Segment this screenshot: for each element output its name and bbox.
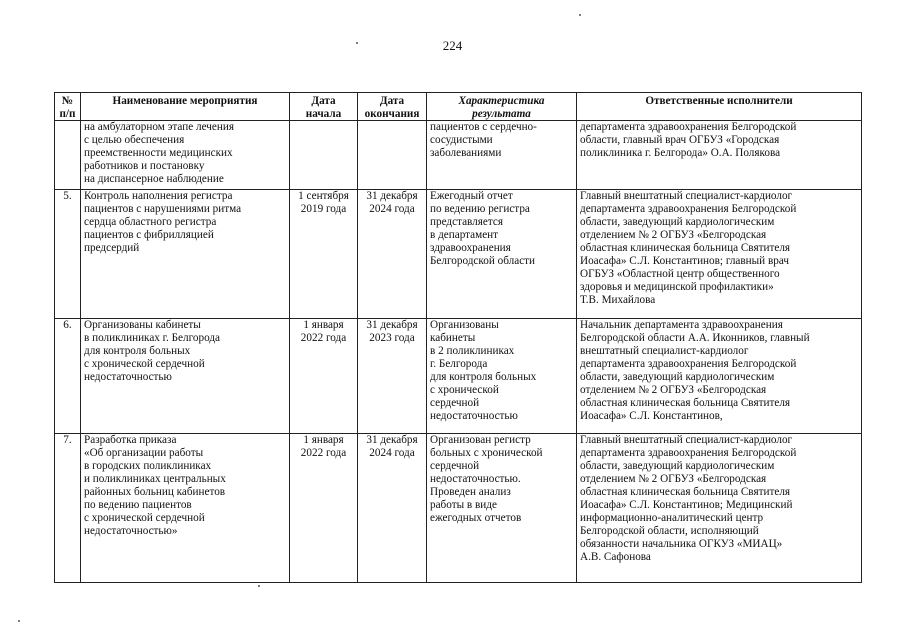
result-description: Ежегодный отчет по ведению регистра представляется в департамент здравоохранения Белгородской области bbox=[427, 190, 577, 319]
table-row bbox=[55, 190, 862, 319]
header-name: Наименование мероприятия bbox=[81, 93, 290, 121]
table-row bbox=[55, 319, 862, 434]
scan-speck bbox=[18, 620, 20, 622]
scan-speck bbox=[356, 42, 358, 44]
start-date bbox=[290, 121, 358, 190]
activity-name: Разработка приказа «Об организации работы в городских поликлиниках и поликлиниках центральных районных больниц кабинетов по ведению пациентов с хронической сердечной недостаточностью» bbox=[81, 434, 290, 583]
end-date: 31 декабря 2024 года bbox=[358, 190, 427, 319]
result-description: Организован регистр больных с хронической сердечной недостаточностью. Проведен анализ работы в виде ежегодных отчетов bbox=[427, 434, 577, 583]
header-end-date: Дата окончания bbox=[358, 93, 427, 121]
row-number bbox=[55, 121, 81, 190]
responsible-persons: Начальник департамента здравоохранения Белгородской области А.А. Иконников, главный внештатный специалист-кардиолог департамента здравоохранения Белгородской области, заведующий кардиологическим отделением № 2 ОГБУЗ «Белгородская областная клиническая больница Святителя Иоасафа» С.Л. Константинов, bbox=[577, 319, 862, 434]
table-header-row bbox=[55, 93, 862, 121]
row-number: 6. bbox=[55, 319, 81, 434]
start-date: 1 января 2022 года bbox=[290, 319, 358, 434]
header-num: № п/п bbox=[55, 93, 81, 121]
start-date: 1 сентября 2019 года bbox=[290, 190, 358, 319]
responsible-persons: Главный внештатный специалист-кардиолог департамента здравоохранения Белгородской области, заведующий кардиологическим отделением № 2 ОГБУЗ «Белгородская областная клиническая больница Святителя Иоасафа» С.Л. Константинов; Медицинский информационно-аналитический центр Белгородской области, исполняющий обязанности начальника ОГКУЗ «МИАЦ» А.В. Сафонова bbox=[577, 434, 862, 583]
row-number: 7. bbox=[55, 434, 81, 583]
result-description: Организованы кабинеты в 2 поликлиниках г. Белгорода для контроля больных с хронической сердечной недостаточностью bbox=[427, 319, 577, 434]
end-date bbox=[358, 121, 427, 190]
page-number: 224 bbox=[442, 38, 463, 53]
end-date: 31 декабря 2024 года bbox=[358, 434, 427, 583]
responsible-persons: Главный внештатный специалист-кардиолог департамента здравоохранения Белгородской области, заведующий кардиологическим отделением № 2 ОГБУЗ «Белгородская областная клиническая больница Святителя Иоасафа» С.Л. Константинов; главный врач ОГБУЗ «Областной центр общественного здоровья и медицинской профилактики» Т.В. Михайлова bbox=[577, 190, 862, 319]
header-result: Характеристика результата bbox=[427, 93, 577, 121]
end-date: 31 декабря 2023 года bbox=[358, 319, 427, 434]
header-start-date: Дата начала bbox=[290, 93, 358, 121]
start-date: 1 января 2022 года bbox=[290, 434, 358, 583]
activities-table bbox=[54, 92, 862, 583]
row-number: 5. bbox=[55, 190, 81, 319]
table-row bbox=[55, 121, 862, 190]
scan-speck bbox=[258, 585, 260, 587]
responsible-persons: департамента здравоохранения Белгородской области, главный врач ОГБУЗ «Городская поликлиника г. Белгорода» О.А. Полякова bbox=[577, 121, 862, 190]
activity-name: Контроль наполнения регистра пациентов с нарушениями ритма сердца областного регистра пациентов с фибрилляцией предсердий bbox=[81, 190, 290, 319]
scan-speck bbox=[579, 14, 581, 16]
activity-name: Организованы кабинеты в поликлиниках г. Белгорода для контроля больных с хронической сердечной недостаточностью bbox=[81, 319, 290, 434]
result-description: пациентов с сердечно- сосудистыми заболеваниями bbox=[427, 121, 577, 190]
table-row bbox=[55, 434, 862, 583]
activity-name: на амбулаторном этапе лечения с целью обеспечения преемственности медицинских работников и постановку на диспансерное наблюдение bbox=[81, 121, 290, 190]
header-responsible: Ответственные исполнители bbox=[577, 93, 862, 121]
